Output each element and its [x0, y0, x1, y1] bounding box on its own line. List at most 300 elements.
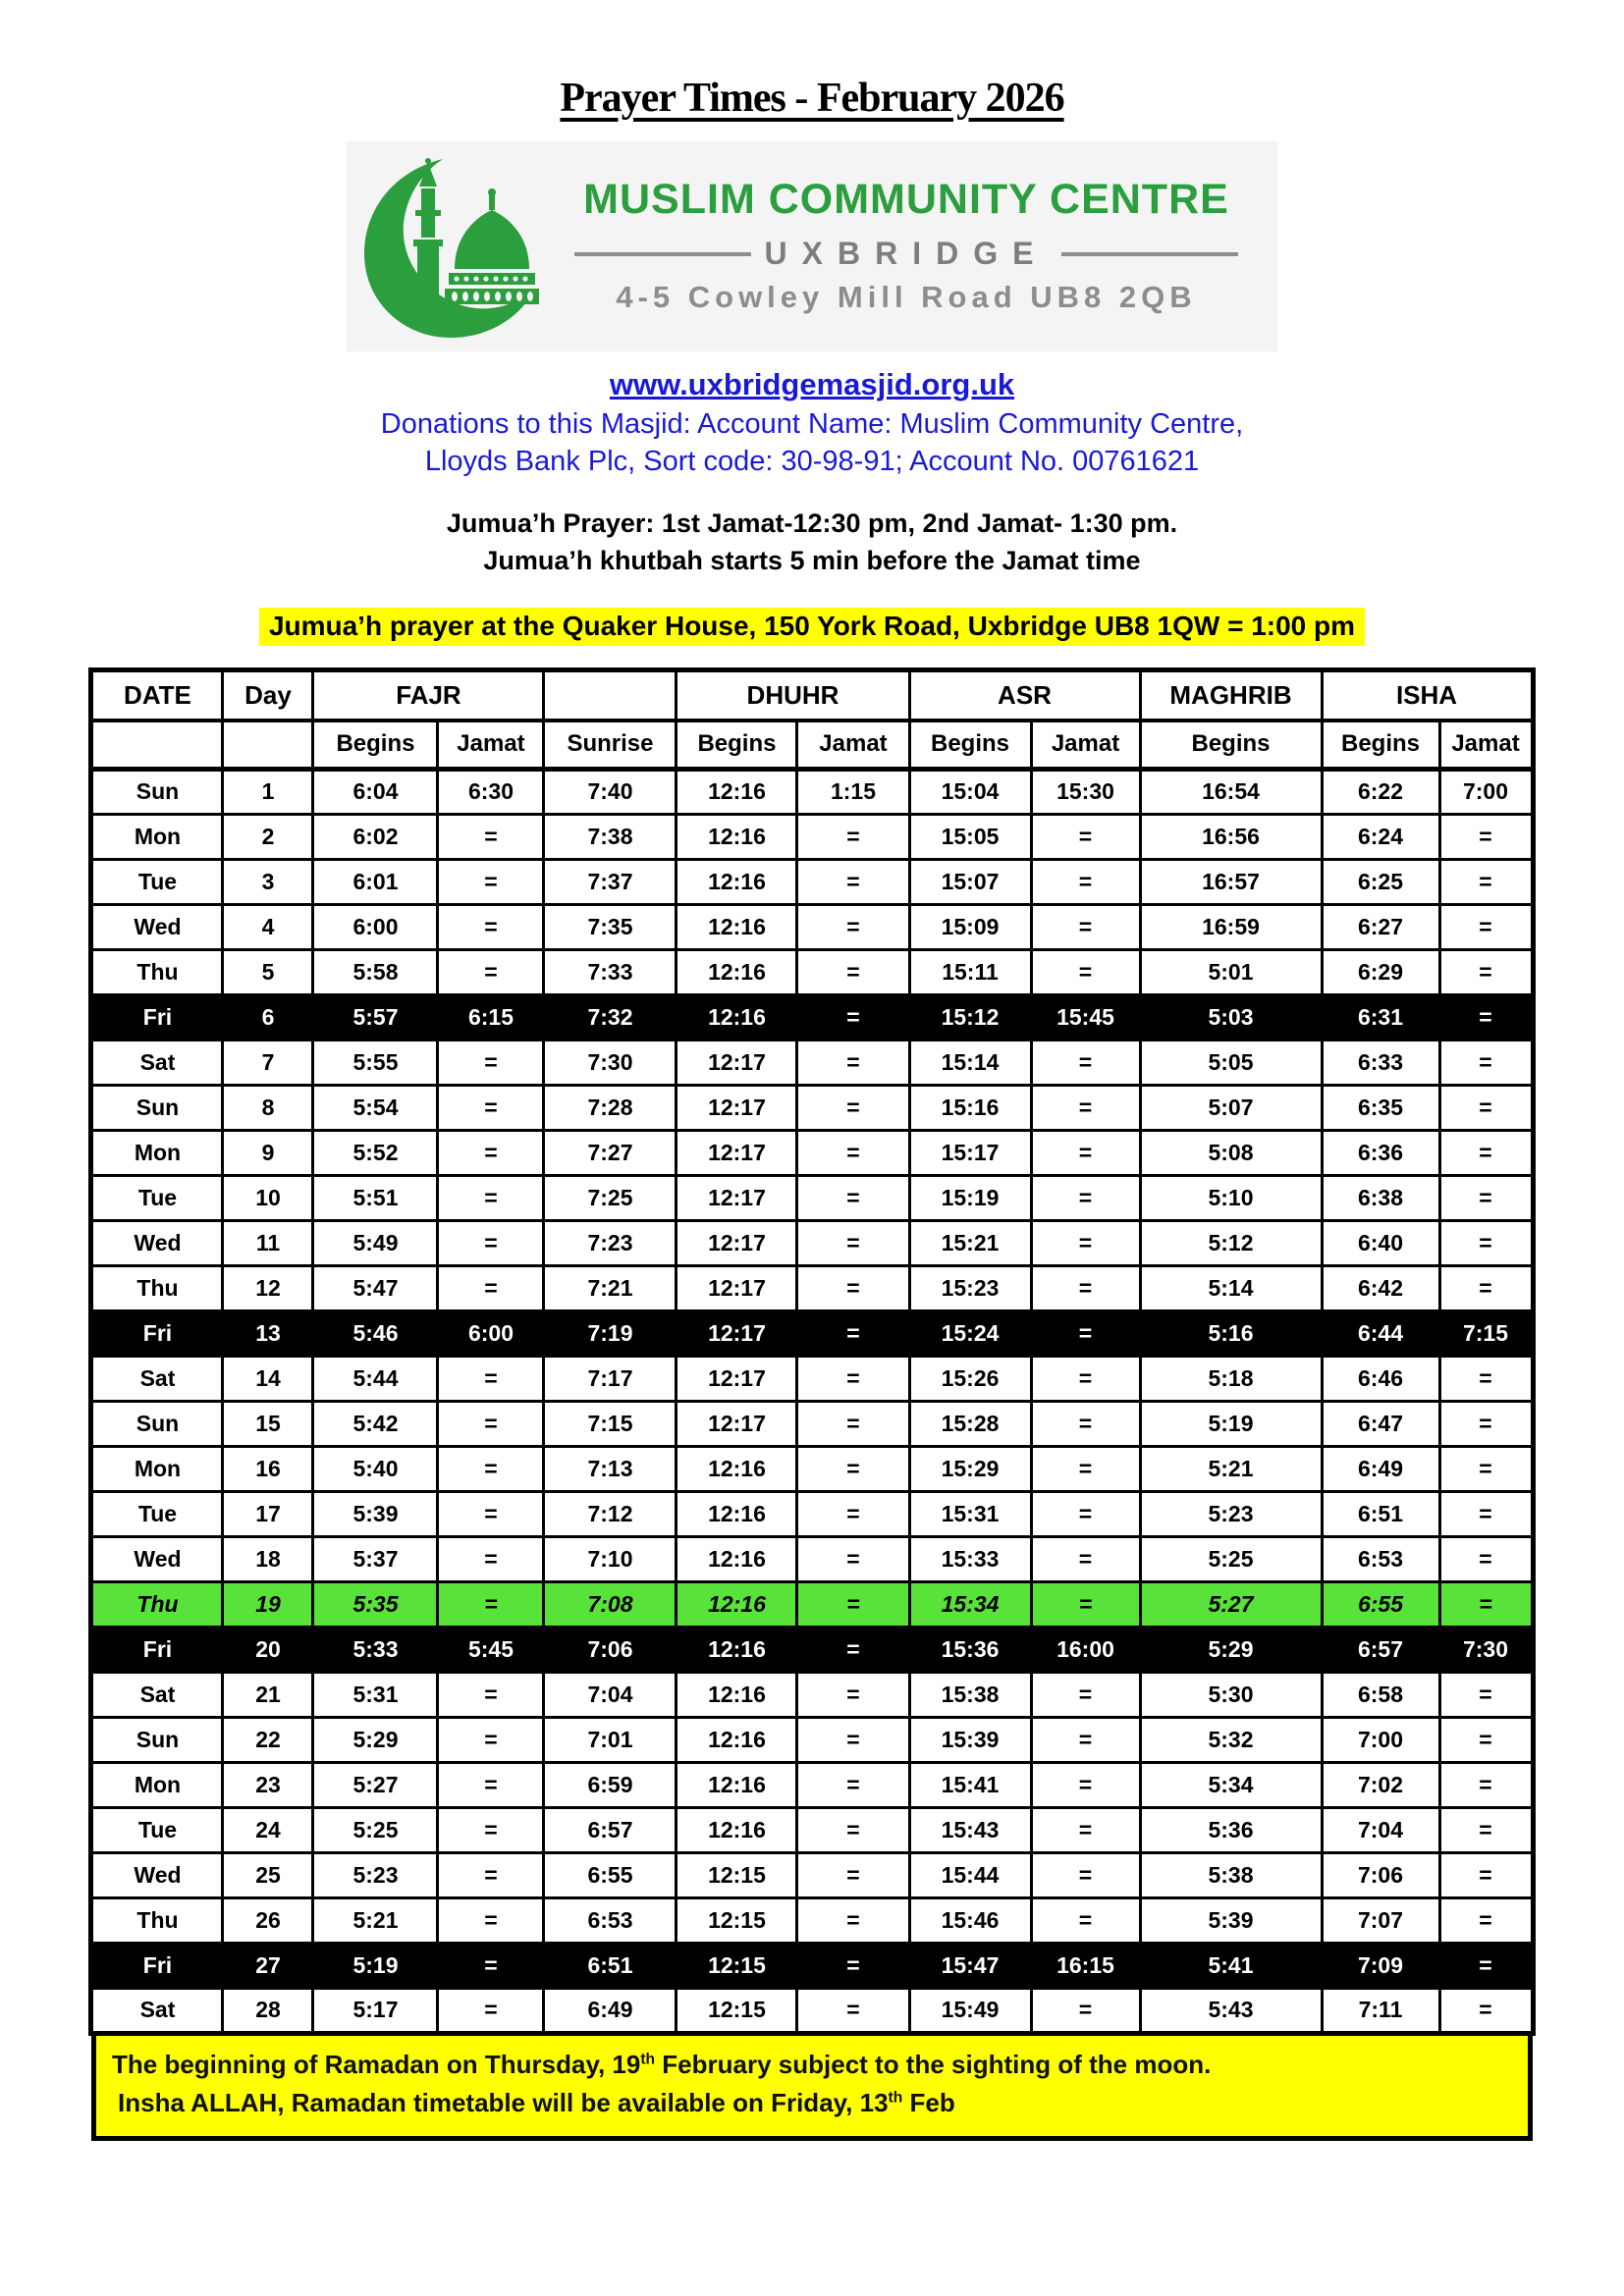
- time-cell: 12:17: [677, 1401, 797, 1446]
- day-name-cell: Mon: [91, 1130, 223, 1175]
- day-name-cell: Fri: [91, 1943, 223, 1988]
- time-cell: =: [438, 1446, 544, 1491]
- time-cell: =: [1031, 1446, 1140, 1491]
- time-cell: =: [438, 814, 544, 859]
- time-cell: 15:36: [909, 1627, 1031, 1672]
- time-cell: 16:54: [1140, 769, 1322, 814]
- day-name-cell: Fri: [91, 1310, 223, 1356]
- time-cell: 5:36: [1140, 1807, 1322, 1852]
- time-cell: 15:38: [909, 1672, 1031, 1717]
- time-cell: =: [1031, 1717, 1140, 1762]
- time-cell: =: [1439, 1040, 1533, 1085]
- time-cell: 15:28: [909, 1401, 1031, 1446]
- time-cell: 7:38: [544, 814, 677, 859]
- time-cell: 15:43: [909, 1807, 1031, 1852]
- table-row-day-20: [91, 1627, 1533, 1672]
- time-cell: =: [438, 1040, 544, 1085]
- ramadan-note-line-1: [112, 2046, 1512, 2084]
- time-cell: =: [1031, 1356, 1140, 1401]
- time-cell: 12:16: [677, 1491, 797, 1536]
- time-cell: =: [438, 1085, 544, 1130]
- time-cell: 7:27: [544, 1130, 677, 1175]
- page-title: [0, 75, 1624, 122]
- time-cell: =: [797, 1717, 909, 1762]
- table-row-day-25: [91, 1852, 1533, 1897]
- day-name-cell: Tue: [91, 1175, 223, 1220]
- day-name-cell: Wed: [91, 904, 223, 949]
- day-name-cell: Sat: [91, 1356, 223, 1401]
- org-subtitle-row: [574, 236, 1239, 272]
- date-cell: 4: [223, 904, 313, 949]
- time-cell: 7:19: [544, 1310, 677, 1356]
- time-cell: =: [797, 904, 909, 949]
- time-cell: 6:55: [1322, 1581, 1439, 1627]
- time-cell: =: [1031, 1536, 1140, 1581]
- time-cell: 12:16: [677, 1627, 797, 1672]
- column-group-fajr: FAJR: [313, 669, 544, 721]
- time-cell: =: [438, 859, 544, 904]
- time-cell: 5:57: [313, 994, 438, 1040]
- column-group-asr: ASR: [909, 669, 1140, 721]
- column-group-date: DATE: [91, 669, 223, 721]
- time-cell: 7:15: [544, 1401, 677, 1446]
- table-row-day-1: [91, 769, 1533, 814]
- date-cell: 18: [223, 1536, 313, 1581]
- time-cell: 15:07: [909, 859, 1031, 904]
- table-row-day-17: [91, 1491, 1533, 1536]
- date-cell: 14: [223, 1356, 313, 1401]
- time-cell: =: [438, 1536, 544, 1581]
- time-cell: 6:42: [1322, 1265, 1439, 1310]
- day-name-cell: Thu: [91, 1265, 223, 1310]
- time-cell: 5:03: [1140, 994, 1322, 1040]
- time-cell: 6:58: [1322, 1672, 1439, 1717]
- table-row-day-15: [91, 1401, 1533, 1446]
- jumuah-info: [0, 506, 1624, 580]
- time-cell: 5:51: [313, 1175, 438, 1220]
- time-cell: =: [1031, 1310, 1140, 1356]
- time-cell: =: [438, 1265, 544, 1310]
- column-header-begins: Begins: [1322, 721, 1439, 770]
- date-cell: 15: [223, 1401, 313, 1446]
- column-header-begins: Begins: [313, 721, 438, 770]
- time-cell: 5:19: [313, 1943, 438, 1988]
- time-cell: =: [1439, 1175, 1533, 1220]
- time-cell: 5:42: [313, 1401, 438, 1446]
- org-subtitle: UXBRIDGE: [764, 236, 1049, 271]
- time-cell: 15:11: [909, 949, 1031, 994]
- time-cell: =: [438, 1717, 544, 1762]
- time-cell: 5:39: [313, 1491, 438, 1536]
- time-cell: 15:19: [909, 1175, 1031, 1220]
- table-row-day-19: [91, 1581, 1533, 1627]
- time-cell: 6:35: [1322, 1085, 1439, 1130]
- time-cell: 16:00: [1031, 1627, 1140, 1672]
- date-cell: 6: [223, 994, 313, 1040]
- time-cell: 5:31: [313, 1672, 438, 1717]
- time-cell: 12:16: [677, 1446, 797, 1491]
- column-group-maghrib: MAGHRIB: [1140, 669, 1322, 721]
- day-name-cell: Tue: [91, 1807, 223, 1852]
- time-cell: =: [1031, 1852, 1140, 1897]
- time-cell: =: [438, 1356, 544, 1401]
- time-cell: 15:05: [909, 814, 1031, 859]
- time-cell: =: [438, 1491, 544, 1536]
- time-cell: 6:36: [1322, 1130, 1439, 1175]
- table-row-day-8: [91, 1085, 1533, 1130]
- date-cell: 21: [223, 1672, 313, 1717]
- time-cell: =: [1031, 904, 1140, 949]
- time-cell: 6:49: [544, 1988, 677, 2033]
- date-cell: 20: [223, 1627, 313, 1672]
- time-cell: 7:40: [544, 769, 677, 814]
- time-cell: =: [797, 1627, 909, 1672]
- time-cell: 7:07: [1322, 1897, 1439, 1943]
- time-cell: 12:17: [677, 1040, 797, 1085]
- time-cell: =: [797, 1988, 909, 2033]
- day-name-cell: Thu: [91, 1897, 223, 1943]
- time-cell: 5:47: [313, 1265, 438, 1310]
- time-cell: 5:44: [313, 1356, 438, 1401]
- time-cell: 12:17: [677, 1130, 797, 1175]
- time-cell: =: [438, 1852, 544, 1897]
- time-cell: 5:08: [1140, 1130, 1322, 1175]
- time-cell: 7:04: [544, 1672, 677, 1717]
- time-cell: 6:25: [1322, 859, 1439, 904]
- time-cell: =: [797, 1491, 909, 1536]
- org-address: 4-5 Cowley Mill Road UB8 2QB: [616, 280, 1197, 314]
- time-cell: 7:15: [1439, 1310, 1533, 1356]
- time-cell: 6:40: [1322, 1220, 1439, 1265]
- time-cell: 16:57: [1140, 859, 1322, 904]
- date-cell: 7: [223, 1040, 313, 1085]
- date-cell: 2: [223, 814, 313, 859]
- time-cell: 5:27: [313, 1762, 438, 1807]
- ramadan-note: [91, 2036, 1533, 2141]
- time-cell: =: [1031, 1897, 1140, 1943]
- time-cell: =: [1031, 1040, 1140, 1085]
- date-cell: 11: [223, 1220, 313, 1265]
- day-name-cell: Sun: [91, 1401, 223, 1446]
- time-cell: 6:00: [438, 1310, 544, 1356]
- time-cell: 5:34: [1140, 1762, 1322, 1807]
- time-cell: 12:16: [677, 769, 797, 814]
- time-cell: =: [1439, 1717, 1533, 1762]
- quaker-house-notice-row: [0, 608, 1624, 646]
- date-cell: 26: [223, 1897, 313, 1943]
- jumuah-line-1: Jumua’h Prayer: 1st Jamat-12:30 pm, 2nd Jamat- 1:30 pm.: [446, 508, 1178, 539]
- time-cell: =: [438, 1762, 544, 1807]
- column-header-begins: Begins: [1140, 721, 1322, 770]
- column-group-empty: [544, 669, 677, 721]
- column-header-jamat: Jamat: [1439, 721, 1533, 770]
- time-cell: 12:15: [677, 1897, 797, 1943]
- time-cell: 6:22: [1322, 769, 1439, 814]
- table-row-day-16: [91, 1446, 1533, 1491]
- time-cell: =: [1031, 1807, 1140, 1852]
- table-row-day-27: [91, 1943, 1533, 1988]
- day-name-cell: Thu: [91, 949, 223, 994]
- quaker-house-notice: Jumua’h prayer at the Quaker House, 150 York Road, Uxbridge UB8 1QW = 1:00 pm: [259, 608, 1365, 646]
- day-name-cell: Wed: [91, 1852, 223, 1897]
- time-cell: 6:53: [544, 1897, 677, 1943]
- time-cell: =: [438, 1130, 544, 1175]
- day-name-cell: Sun: [91, 1085, 223, 1130]
- time-cell: =: [1439, 1491, 1533, 1536]
- table-row-day-5: [91, 949, 1533, 994]
- time-cell: 12:16: [677, 814, 797, 859]
- column-group-isha: ISHA: [1322, 669, 1533, 721]
- day-name-cell: Sat: [91, 1672, 223, 1717]
- time-cell: 5:25: [1140, 1536, 1322, 1581]
- time-cell: 6:38: [1322, 1175, 1439, 1220]
- time-cell: 5:25: [313, 1807, 438, 1852]
- table-row-day-22: [91, 1717, 1533, 1762]
- time-cell: 5:23: [1140, 1491, 1322, 1536]
- time-cell: 6:55: [544, 1852, 677, 1897]
- time-cell: 12:16: [677, 1717, 797, 1762]
- time-cell: 15:31: [909, 1491, 1031, 1536]
- time-cell: 15:49: [909, 1988, 1031, 2033]
- time-cell: 15:23: [909, 1265, 1031, 1310]
- time-cell: 5:29: [313, 1717, 438, 1762]
- table-row-day-9: [91, 1130, 1533, 1175]
- date-cell: 1: [223, 769, 313, 814]
- time-cell: =: [1031, 1130, 1140, 1175]
- time-cell: =: [1439, 859, 1533, 904]
- time-cell: 6:57: [544, 1807, 677, 1852]
- table-row-day-21: [91, 1672, 1533, 1717]
- time-cell: =: [797, 1672, 909, 1717]
- time-cell: =: [797, 1040, 909, 1085]
- table-row-day-6: [91, 994, 1533, 1040]
- date-cell: 19: [223, 1581, 313, 1627]
- table-row-day-28: [91, 1988, 1533, 2033]
- time-cell: =: [1031, 1491, 1140, 1536]
- time-cell: =: [1439, 949, 1533, 994]
- time-cell: =: [797, 1807, 909, 1852]
- time-cell: =: [1031, 1672, 1140, 1717]
- time-cell: 7:21: [544, 1265, 677, 1310]
- time-cell: 6:33: [1322, 1040, 1439, 1085]
- time-cell: 15:46: [909, 1897, 1031, 1943]
- time-cell: 6:15: [438, 994, 544, 1040]
- ramadan-note-line-2: [112, 2084, 1512, 2122]
- time-cell: =: [1031, 1265, 1140, 1310]
- time-cell: 5:43: [1140, 1988, 1322, 2033]
- time-cell: 12:16: [677, 949, 797, 994]
- table-row-day-14: [91, 1356, 1533, 1401]
- time-cell: 12:15: [677, 1852, 797, 1897]
- time-cell: 12:17: [677, 1310, 797, 1356]
- time-cell: 6:30: [438, 769, 544, 814]
- time-cell: =: [797, 1356, 909, 1401]
- time-cell: =: [797, 859, 909, 904]
- time-cell: =: [797, 1085, 909, 1130]
- time-cell: =: [438, 1581, 544, 1627]
- time-cell: 5:41: [1140, 1943, 1322, 1988]
- time-cell: =: [1439, 1446, 1533, 1491]
- day-name-cell: Mon: [91, 814, 223, 859]
- time-cell: 12:17: [677, 1356, 797, 1401]
- time-cell: 7:23: [544, 1220, 677, 1265]
- time-cell: =: [797, 1265, 909, 1310]
- ramadan-note-text: The beginning of Ramadan on Thursday, 19: [112, 2049, 641, 2079]
- time-cell: 15:33: [909, 1536, 1031, 1581]
- time-cell: =: [1031, 814, 1140, 859]
- table-row-day-2: [91, 814, 1533, 859]
- time-cell: 15:29: [909, 1446, 1031, 1491]
- jumuah-line-2: Jumua’h khutbah starts 5 min before the Jamat time: [483, 546, 1141, 576]
- time-cell: 7:04: [1322, 1807, 1439, 1852]
- column-header-sunrise: Sunrise: [544, 721, 677, 770]
- time-cell: =: [1439, 994, 1533, 1040]
- date-cell: 5: [223, 949, 313, 994]
- time-cell: 5:29: [1140, 1627, 1322, 1672]
- column-group-day: Day: [223, 669, 313, 721]
- time-cell: 7:00: [1322, 1717, 1439, 1762]
- time-cell: 15:17: [909, 1130, 1031, 1175]
- logo-banner: [347, 141, 1277, 351]
- time-cell: 6:01: [313, 859, 438, 904]
- day-name-cell: Wed: [91, 1220, 223, 1265]
- time-cell: 7:10: [544, 1536, 677, 1581]
- date-cell: 13: [223, 1310, 313, 1356]
- date-cell: 9: [223, 1130, 313, 1175]
- time-cell: =: [438, 904, 544, 949]
- website-link[interactable]: www.uxbridgemasjid.org.uk: [609, 367, 1015, 401]
- time-cell: =: [1031, 1220, 1140, 1265]
- time-cell: =: [1439, 1762, 1533, 1807]
- time-cell: =: [1439, 1897, 1533, 1943]
- time-cell: 7:01: [544, 1717, 677, 1762]
- time-cell: 5:32: [1140, 1717, 1322, 1762]
- time-cell: 5:10: [1140, 1175, 1322, 1220]
- time-cell: 12:16: [677, 1581, 797, 1627]
- time-cell: 5:07: [1140, 1085, 1322, 1130]
- date-cell: 17: [223, 1491, 313, 1536]
- time-cell: 15:24: [909, 1310, 1031, 1356]
- ramadan-note-text: February subject to the sighting of the moon.: [655, 2049, 1212, 2079]
- time-cell: =: [797, 994, 909, 1040]
- table-row-day-4: [91, 904, 1533, 949]
- time-cell: =: [1439, 1356, 1533, 1401]
- table-row-day-3: [91, 859, 1533, 904]
- time-cell: =: [438, 1988, 544, 2033]
- time-cell: 5:27: [1140, 1581, 1322, 1627]
- time-cell: 5:01: [1140, 949, 1322, 994]
- time-cell: 5:45: [438, 1627, 544, 1672]
- time-cell: 6:59: [544, 1762, 677, 1807]
- time-cell: =: [797, 1762, 909, 1807]
- time-cell: 6:49: [1322, 1446, 1439, 1491]
- time-cell: 15:39: [909, 1717, 1031, 1762]
- time-cell: 5:35: [313, 1581, 438, 1627]
- time-cell: 5:40: [313, 1446, 438, 1491]
- time-cell: 7:37: [544, 859, 677, 904]
- time-cell: =: [797, 1852, 909, 1897]
- column-header-jamat: Jamat: [1031, 721, 1140, 770]
- date-cell: 22: [223, 1717, 313, 1762]
- time-cell: =: [1031, 1581, 1140, 1627]
- time-cell: 5:05: [1140, 1040, 1322, 1085]
- time-cell: =: [1439, 1085, 1533, 1130]
- time-cell: =: [1031, 1762, 1140, 1807]
- time-cell: 7:06: [544, 1627, 677, 1672]
- time-cell: 6:04: [313, 769, 438, 814]
- time-cell: 5:14: [1140, 1265, 1322, 1310]
- time-cell: 7:30: [544, 1040, 677, 1085]
- time-cell: 6:02: [313, 814, 438, 859]
- ramadan-note-text: Insha ALLAH, Ramadan timetable will be available on Friday, 13: [118, 2087, 889, 2117]
- time-cell: =: [438, 1175, 544, 1220]
- time-cell: 5:49: [313, 1220, 438, 1265]
- time-cell: 15:47: [909, 1943, 1031, 1988]
- time-cell: =: [1439, 814, 1533, 859]
- ramadan-note-text: Feb: [902, 2087, 955, 2117]
- time-cell: =: [797, 1220, 909, 1265]
- time-cell: 12:16: [677, 904, 797, 949]
- time-cell: 15:41: [909, 1762, 1031, 1807]
- time-cell: 7:02: [1322, 1762, 1439, 1807]
- time-cell: 7:32: [544, 994, 677, 1040]
- time-cell: =: [1439, 904, 1533, 949]
- column-header-empty: [91, 721, 223, 770]
- time-cell: 1:15: [797, 769, 909, 814]
- time-cell: 5:38: [1140, 1852, 1322, 1897]
- time-cell: =: [1031, 1401, 1140, 1446]
- time-cell: 6:27: [1322, 904, 1439, 949]
- day-name-cell: Mon: [91, 1762, 223, 1807]
- ordinal-suffix: th: [888, 2089, 903, 2107]
- date-cell: 28: [223, 1988, 313, 2033]
- time-cell: 5:46: [313, 1310, 438, 1356]
- time-cell: 5:21: [1140, 1446, 1322, 1491]
- time-cell: 5:16: [1140, 1310, 1322, 1356]
- time-cell: =: [438, 1220, 544, 1265]
- time-cell: 6:44: [1322, 1310, 1439, 1356]
- time-cell: =: [797, 1581, 909, 1627]
- time-cell: 12:16: [677, 1536, 797, 1581]
- time-cell: =: [1439, 1852, 1533, 1897]
- time-cell: 5:18: [1140, 1356, 1322, 1401]
- day-name-cell: Tue: [91, 859, 223, 904]
- time-cell: 12:17: [677, 1085, 797, 1130]
- time-cell: 5:12: [1140, 1220, 1322, 1265]
- time-cell: 6:57: [1322, 1627, 1439, 1672]
- day-name-cell: Sun: [91, 769, 223, 814]
- time-cell: =: [797, 1897, 909, 1943]
- time-cell: 6:51: [544, 1943, 677, 1988]
- ordinal-suffix: th: [640, 2051, 656, 2068]
- table-row-day-18: [91, 1536, 1533, 1581]
- time-cell: 15:04: [909, 769, 1031, 814]
- time-cell: 6:53: [1322, 1536, 1439, 1581]
- org-name: MUSLIM COMMUNITY CENTRE: [583, 176, 1229, 223]
- time-cell: 15:14: [909, 1040, 1031, 1085]
- time-cell: =: [1439, 1807, 1533, 1852]
- time-cell: 15:21: [909, 1220, 1031, 1265]
- time-cell: 7:11: [1322, 1988, 1439, 2033]
- logo-text-block: [553, 176, 1260, 315]
- table-row-day-23: [91, 1762, 1533, 1807]
- time-cell: =: [1439, 1265, 1533, 1310]
- time-cell: 15:30: [1031, 769, 1140, 814]
- time-cell: 7:06: [1322, 1852, 1439, 1897]
- column-header-begins: Begins: [677, 721, 797, 770]
- column-header-empty: [223, 721, 313, 770]
- time-cell: 7:00: [1439, 769, 1533, 814]
